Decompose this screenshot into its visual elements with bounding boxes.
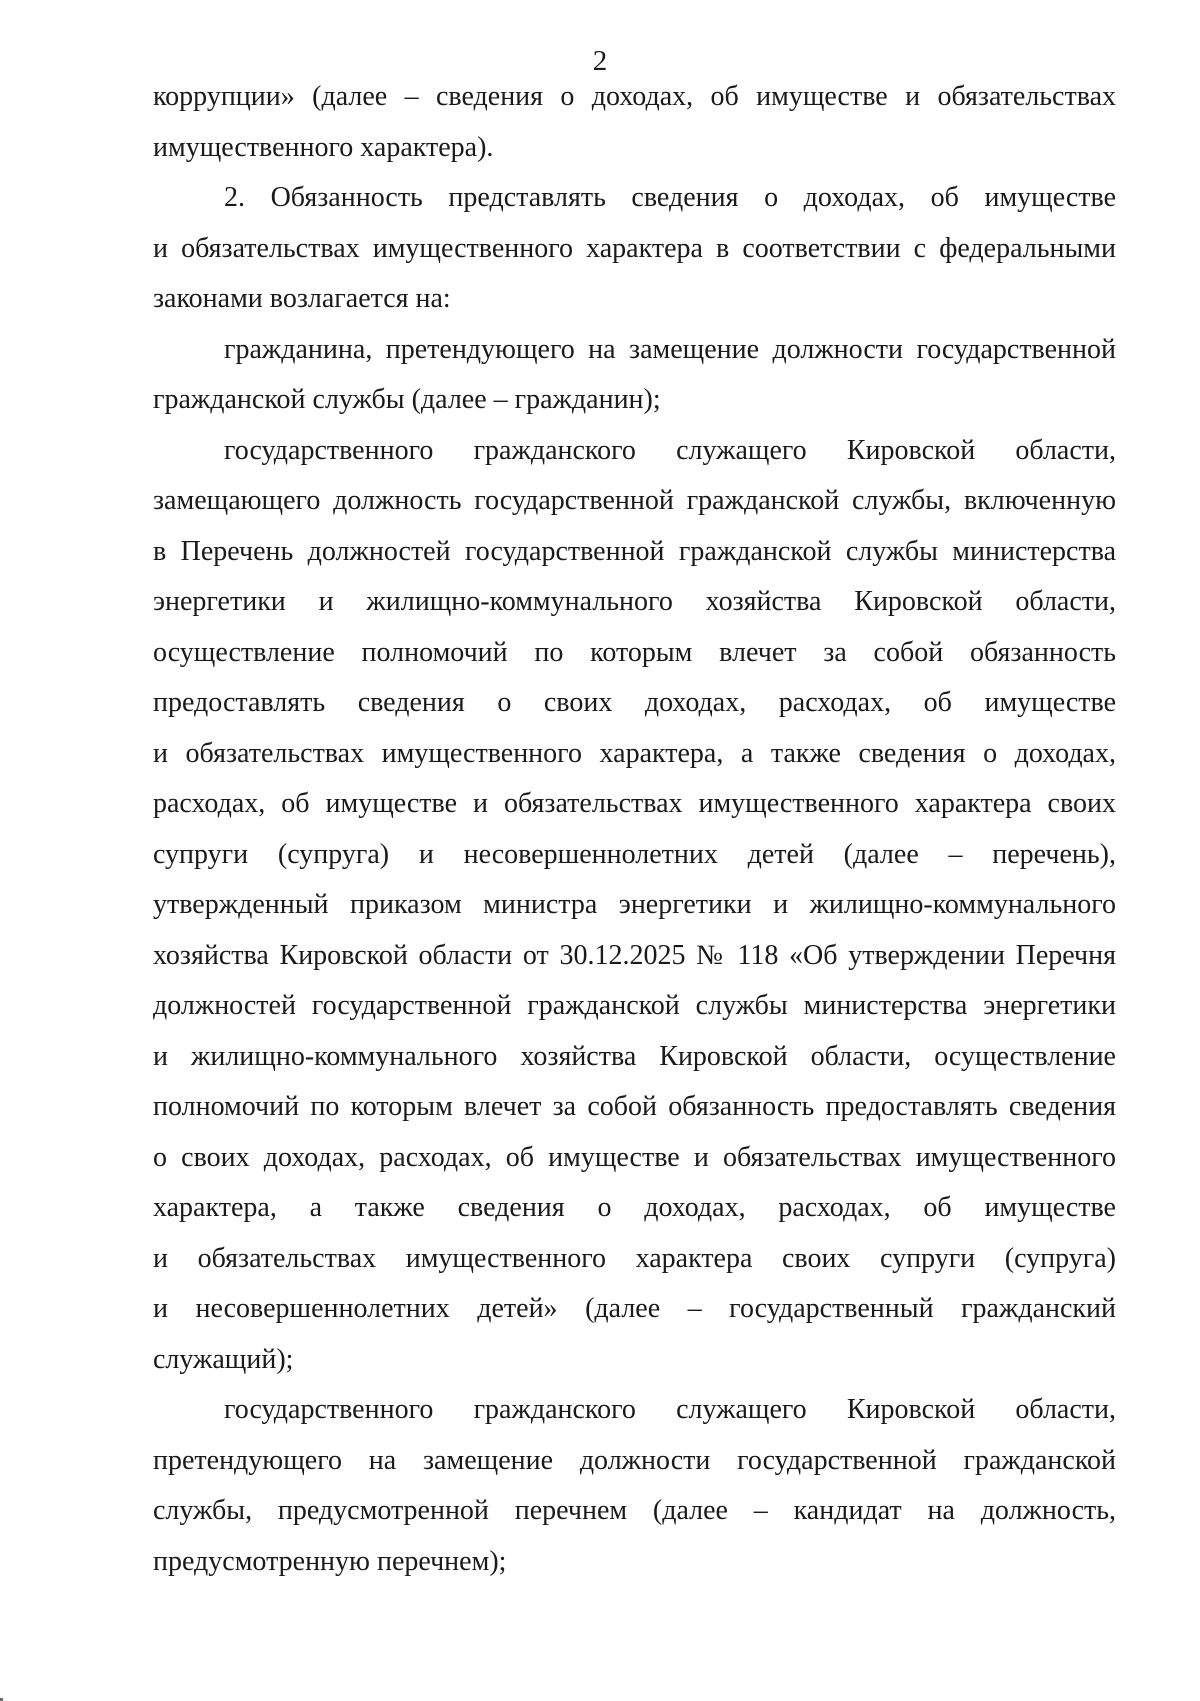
text-line: претендующего на замещение должности государственной гражданской [153, 1444, 1116, 1476]
scan-edge [0, 1697, 1200, 1701]
text-line: полномочий по которым влечет за собой обязанность предоставлять сведения [153, 1091, 1116, 1122]
text-line: в Перечень должностей государственной гражданской службы министерства [153, 535, 1116, 567]
text-line: энергетики и жилищно-коммунального хозяйства Кировской области, [153, 586, 1116, 617]
text-line: расходах, об имуществе и обязательствах имущественного характера своих [153, 788, 1116, 819]
text-line: и обязательствах имущественного характера своих супруги (супруга) [153, 1242, 1116, 1274]
text-line: гражданской службы (далее – гражданин); [153, 384, 661, 415]
text-line: и жилищно-коммунального хозяйства Кировской области, осуществление [153, 1040, 1116, 1072]
text-line: супруги (супруга) и несовершеннолетних детей (далее – перечень), [153, 838, 1116, 870]
text-line: служащий); [153, 1343, 294, 1375]
text-line: службы, предусмотренной перечнем (далее – кандидат на должность, [153, 1495, 1116, 1526]
text-line: предоставлять сведения о своих доходах, расходах, об имуществе [153, 687, 1116, 718]
text-line: 2. Обязанность представлять сведения о доходах, об имуществе [224, 182, 1116, 213]
text-line: и обязательствах имущественного характера, а также сведения о доходах, [153, 737, 1116, 769]
text-line: утвержденный приказом министра энергетики и жилищно-коммунального [153, 889, 1116, 920]
text-line: предусмотренную перечнем); [153, 1545, 507, 1577]
text-line: осуществление полномочий по которым влечет за собой обязанность [153, 636, 1116, 668]
text-line: и несовершеннолетних детей» (далее – государственный гражданский [153, 1293, 1116, 1324]
text-line: о своих доходах, расходах, об имуществе и обязательствах имущественного [153, 1141, 1116, 1173]
text-line: характера, а также сведения о доходах, расходах, об имуществе [153, 1192, 1116, 1223]
text-line: замещающего должность государственной гражданской службы, включенную [153, 485, 1116, 516]
text-line: и обязательствах имущественного характера в соответствии с федеральными [153, 232, 1116, 264]
text-line: государственного гражданского служащего Кировской области, [224, 1394, 1116, 1425]
text-line: законами возлагается на: [153, 283, 451, 314]
text-line: должностей государственной гражданской службы министерства энергетики [153, 990, 1116, 1021]
document-body [153, 72, 1116, 1587]
text-line: хозяйства Кировской области от 30.12.2025 № 118 «Об утверждении Перечня [153, 939, 1116, 971]
page-number: 2 [592, 45, 608, 77]
text-line: гражданина, претендующего на замещение должности государственной [224, 333, 1116, 365]
text-line: коррупции» (далее – сведения о доходах, об имуществе и обязательствах [153, 81, 1116, 112]
text-line: государственного гражданского служащего Кировской области, [224, 434, 1116, 466]
text-line: имущественного характера). [153, 131, 494, 163]
